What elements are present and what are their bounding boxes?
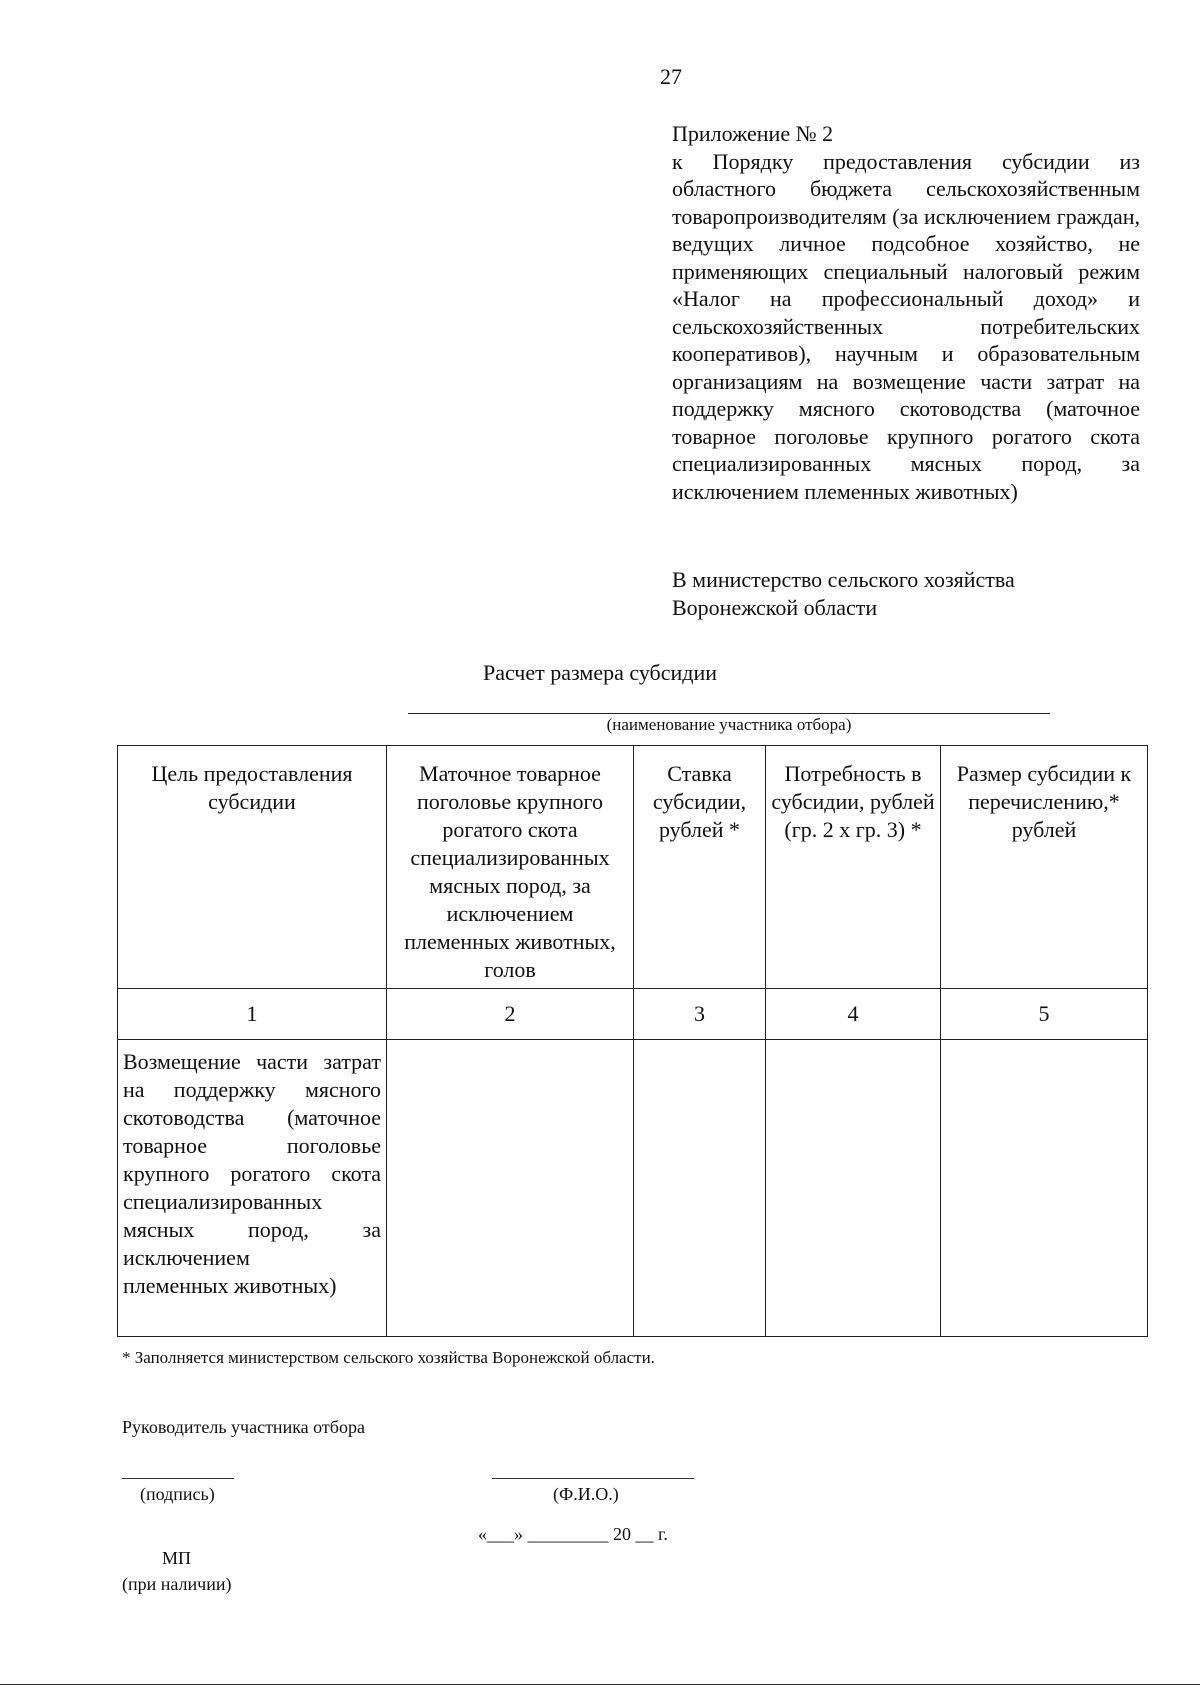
stamp-label: МП — [162, 1548, 192, 1568]
cell-purpose — [118, 1040, 387, 1337]
header-need: Потребность в субсидии, рублей (гр. 2 х гр. 3) * — [766, 746, 941, 989]
col-number-1: 1 — [118, 989, 387, 1040]
signature-line — [122, 1478, 234, 1479]
table-number-row — [118, 989, 1148, 1040]
subsidy-calc-table — [117, 745, 1148, 1337]
cell-purpose-text: Возмещение части затрат на поддержку мясного скотоводства (маточное товарное поголовье крупного рогатого скота специализированных мясных пород, за исключением — [123, 1049, 381, 1270]
cell-livestock[interactable] — [387, 1040, 634, 1337]
col-number-2: 2 — [387, 989, 634, 1040]
fio-caption: (Ф.И.О.) — [553, 1484, 619, 1504]
cell-purpose-text-end: племенных животных) — [123, 1273, 337, 1298]
table-row — [118, 1040, 1148, 1337]
header-livestock: Маточное товарное поголовье крупного рогатого скота специализированных мясных пород, за исключением племенных животных, голов — [387, 746, 634, 989]
annex-title: Приложение № 2 — [672, 121, 834, 146]
addressee-line-1: В министерство сельского хозяйства — [672, 567, 1015, 592]
addressee — [672, 566, 1140, 622]
page-number: 27 — [660, 64, 682, 89]
participant-caption: (наименование участника отбора) — [606, 715, 852, 734]
annex-text: к Порядку предоставления субсидии из областного бюджета сельскохозяйственным товаропроизводителям (за исключением граждан, ведущих личное подсобное хозяйство, не применяющих специальный налоговый режим «Налог на профессиональный доход» и сельскохозяйственных потребительских кооперативов), научным и образовательным организациям на возмещение части затрат на поддержку мясного скотоводства (маточное товарное поголовье крупного рогатого скота специализированных мясных пород, за исключением племенных животных) — [672, 148, 1140, 504]
col-number-3: 3 — [634, 989, 766, 1040]
date-template: «___» _________ 20 __ г. — [478, 1524, 668, 1544]
header-rate: Ставка субсидии, рублей * — [634, 746, 766, 989]
cell-need[interactable] — [766, 1040, 941, 1337]
calc-title: Расчет размера субсидии — [482, 660, 718, 685]
fio-line — [492, 1478, 694, 1479]
col-number-5: 5 — [941, 989, 1148, 1040]
annex-block — [672, 120, 1140, 505]
cell-amount[interactable] — [941, 1040, 1148, 1337]
addressee-line-2: Воронежской области — [672, 595, 878, 620]
cell-rate[interactable] — [634, 1040, 766, 1337]
stamp-note: (при наличии) — [122, 1574, 232, 1594]
participant-name-line — [408, 713, 1050, 714]
bottom-rule — [0, 1684, 1200, 1685]
header-amount: Размер субсидии к перечислению,* рублей — [941, 746, 1148, 989]
header-purpose: Цель предоставления субсидии — [118, 746, 387, 989]
head-label: Руководитель участника отбора — [122, 1417, 365, 1437]
footnote: * Заполняется министерством сельского хозяйства Воронежской области. — [122, 1348, 655, 1367]
table-header-row — [118, 746, 1148, 989]
signature-caption: (подпись) — [140, 1484, 215, 1504]
col-number-4: 4 — [766, 989, 941, 1040]
